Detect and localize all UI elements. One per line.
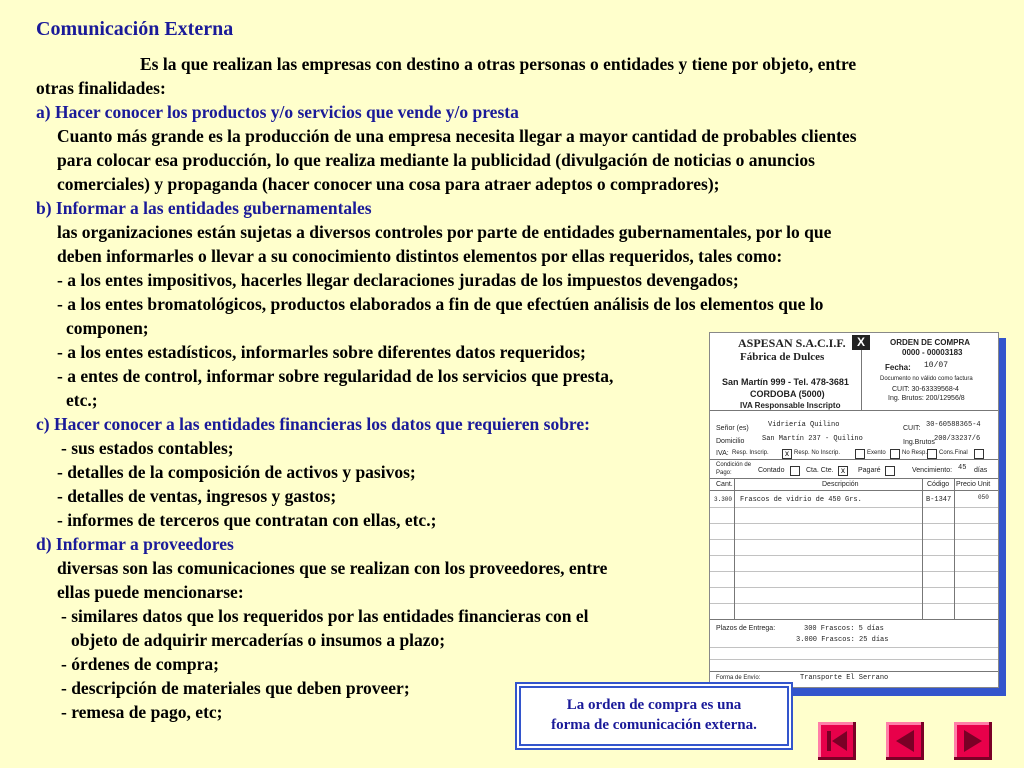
purchase-order-image xyxy=(709,332,1006,696)
form-ing-brutos: Ing. Brutos: 200/12956/8 xyxy=(888,395,965,402)
form-checkbox-contado xyxy=(790,466,800,476)
form-cuit-company: CUIT: 30-63339568-4 xyxy=(892,386,959,393)
form-fecha-value: 10/07 xyxy=(924,361,949,370)
form-cta-cte: Cta. Cte. xyxy=(806,467,834,474)
section-d-line-6: - descripción de materiales que deben proveer; xyxy=(61,678,410,698)
section-c-line-3: - detalles de ventas, ingresos y gastos; xyxy=(57,486,337,506)
section-d-heading: d) Informar a proveedores xyxy=(36,534,234,554)
form-checkbox-no-resp xyxy=(927,449,937,459)
page-title: Comunicación Externa xyxy=(36,18,234,40)
form-doc-number: 0000 - 00003183 xyxy=(902,348,963,357)
form-dias: días xyxy=(974,467,988,474)
form-senor-label: Señor (es) xyxy=(716,425,749,432)
purchase-order-form xyxy=(709,332,999,688)
form-cuit-label: CUIT: xyxy=(903,425,921,432)
form-iva-label: IVA: xyxy=(716,450,729,457)
form-checkbox-cons-final xyxy=(974,449,984,459)
section-d-line-7: - remesa de pago, etc; xyxy=(61,702,223,722)
form-checkbox-resp-no-inscrip xyxy=(855,449,865,459)
form-x-mark: X xyxy=(852,335,870,350)
form-senor-value: Vidriería Quilino xyxy=(768,421,840,429)
form-row-rule-6 xyxy=(710,587,998,588)
form-plazo-1: 300 Frascos: 5 días xyxy=(804,625,884,633)
form-fecha-label: Fecha: xyxy=(885,363,911,372)
caption-line-2: forma de comunicación externa. xyxy=(551,717,757,733)
form-domicilio-value: San Martín 237 - Quilino xyxy=(762,435,863,443)
form-plazo-rule-1 xyxy=(710,647,998,648)
image-caption xyxy=(519,686,789,746)
form-row-rule-2 xyxy=(710,523,998,524)
form-iva-option-1: Resp. Inscrip. xyxy=(732,450,769,456)
previous-button[interactable] xyxy=(886,722,924,760)
form-col-precio: Precio Unit xyxy=(956,481,991,488)
form-plazos-label: Plazos de Entrega: xyxy=(716,625,776,632)
form-col-cant: Cant. xyxy=(716,481,733,488)
form-ingb-label: Ing.Brutos xyxy=(903,439,935,446)
form-cuit-value: 30-60588365-4 xyxy=(926,421,981,429)
form-iva-option-3: Exento xyxy=(867,450,886,456)
form-row-rule-7 xyxy=(710,603,998,604)
section-b-line-5: componen; xyxy=(66,318,149,338)
form-row-desc: Frascos de vidrio de 450 Grs. xyxy=(740,496,862,504)
form-row-rule-4 xyxy=(710,555,998,556)
form-checkbox-resp-inscrip: x xyxy=(782,449,792,459)
form-row-precio: 050 xyxy=(978,494,989,501)
form-condicion-label: Condición de Pago: xyxy=(716,462,752,476)
intro-line-2: otras finalidades: xyxy=(36,78,166,98)
section-c-heading: c) Hacer conocer a las entidades financieras los datos que requieren sobre: xyxy=(36,414,590,434)
form-vencimiento-label: Vencimiento: xyxy=(912,467,953,474)
section-b-line-8: etc.; xyxy=(66,390,98,410)
form-plazo-2: 3.000 Frascos: 25 días xyxy=(796,636,889,644)
form-pagare: Pagaré xyxy=(858,467,881,474)
section-d-line-5: - órdenes de compra; xyxy=(61,654,219,674)
form-header-rule xyxy=(710,410,998,411)
form-iva-option-4: No Resp. xyxy=(902,450,928,456)
section-d-line-1: diversas son las comunicaciones que se realizan con los proveedores, entre xyxy=(57,558,608,578)
section-a-line-2: para colocar esa producción, lo que realiza mediante la publicidad (divulgación de noticias o anuncios xyxy=(57,150,815,170)
section-b-line-1: las organizaciones están sujetas a diversos controles por parte de entidades gubernamentales, por lo que xyxy=(57,222,832,242)
form-iva-option-2: Resp. No Inscrip. xyxy=(794,450,841,456)
first-page-icon xyxy=(818,722,856,760)
previous-icon xyxy=(886,722,924,760)
form-row-cod: B-1347 xyxy=(926,496,952,504)
section-d-line-4: objeto de adquirir mercaderías o insumos a plazo; xyxy=(71,630,446,650)
section-c-line-4: - informes de terceros que contratan con ellas, etc.; xyxy=(57,510,437,530)
form-doc-title: ORDEN DE COMPRA xyxy=(890,338,971,347)
form-row-rule-3 xyxy=(710,539,998,540)
section-b-heading: b) Informar a las entidades gubernamentales xyxy=(36,198,372,218)
intro-line-1: Es la que realizan las empresas con destino a otras personas o entidades y tiene por objeto, entre xyxy=(140,54,857,74)
form-col-divider-1 xyxy=(734,478,735,619)
first-page-button[interactable] xyxy=(818,722,856,760)
form-iva: IVA Responsable Inscripto xyxy=(740,401,841,410)
section-b-line-3: - a los entes impositivos, hacerles llegar declaraciones juradas de los impuestos devengados; xyxy=(57,270,739,290)
form-checkbox-cta-cte: x xyxy=(838,466,848,476)
section-a-line-3: comerciales) y propaganda (hacer conocer una cosa para atraer adeptos o compradores); xyxy=(57,174,720,194)
section-b-line-6: - a los entes estadísticos, informarles sobre diferentes datos requeridos; xyxy=(57,342,586,362)
form-header-divider xyxy=(861,350,862,410)
section-b-line-2: deben informarles o llevar a su conocimiento distintos elementos por ellas requeridos, tales como: xyxy=(57,246,783,266)
form-envio-rule xyxy=(710,671,998,672)
form-envio-value: Transporte El Serrano xyxy=(800,674,889,682)
section-a-line-1: Cuanto más grande es la producción de una empresa necesita llegar a mayor cantidad de probables clientes xyxy=(57,126,857,146)
form-company: ASPESAN S.A.C.I.F. xyxy=(738,336,846,350)
form-vencimiento-value: 45 xyxy=(958,464,967,472)
form-row-cant: 3.300 xyxy=(714,496,733,503)
form-not-valid: Documento no válido como factura xyxy=(880,376,973,382)
form-col-cod: Código xyxy=(927,481,950,488)
form-address: San Martín 999 - Tel. 478-3681 xyxy=(722,377,849,387)
section-a-heading: a) Hacer conocer los productos y/o servicios que vende y/o presta xyxy=(36,102,519,122)
form-iva-rule xyxy=(710,459,998,460)
form-contado: Contado xyxy=(758,467,785,474)
section-d-line-3: - similares datos que los requeridos por las entidades financieras con el xyxy=(61,606,589,626)
form-ingb-value: 200/33237/6 xyxy=(934,435,981,443)
section-c-line-1: - sus estados contables; xyxy=(61,438,234,458)
form-iva-option-5: Cons.Final xyxy=(939,450,968,456)
form-plazo-rule-2 xyxy=(710,659,998,660)
form-city: CORDOBA (5000) xyxy=(750,389,825,399)
caption-line-1: La orden de compra es una xyxy=(566,697,742,713)
form-row-rule-5 xyxy=(710,571,998,572)
section-c-line-2: - detalles de la composición de activos y pasivos; xyxy=(57,462,416,482)
form-table-bottom-rule xyxy=(710,619,998,620)
next-icon xyxy=(954,722,992,760)
next-button[interactable] xyxy=(954,722,992,760)
section-d-line-2: ellas puede mencionarse: xyxy=(57,582,244,602)
form-col-divider-2 xyxy=(922,478,923,619)
form-col-desc: Descripción xyxy=(822,481,859,488)
section-b-line-4: - a los entes bromatológicos, productos elaborados a fin de que efectúen análisis de los elementos que lo xyxy=(57,294,824,314)
form-checkbox-pagare xyxy=(885,466,895,476)
form-envio-label: Forma de Envío: xyxy=(716,675,761,681)
section-b-line-7: - a entes de control, informar sobre regularidad de los servicios que presta, xyxy=(57,366,614,386)
form-domicilio-label: Domicilio xyxy=(716,438,745,445)
form-col-divider-3 xyxy=(954,478,955,619)
form-subtitle: Fábrica de Dulces xyxy=(740,351,825,363)
form-checkbox-exento xyxy=(890,449,900,459)
form-row-rule-1 xyxy=(710,507,998,508)
